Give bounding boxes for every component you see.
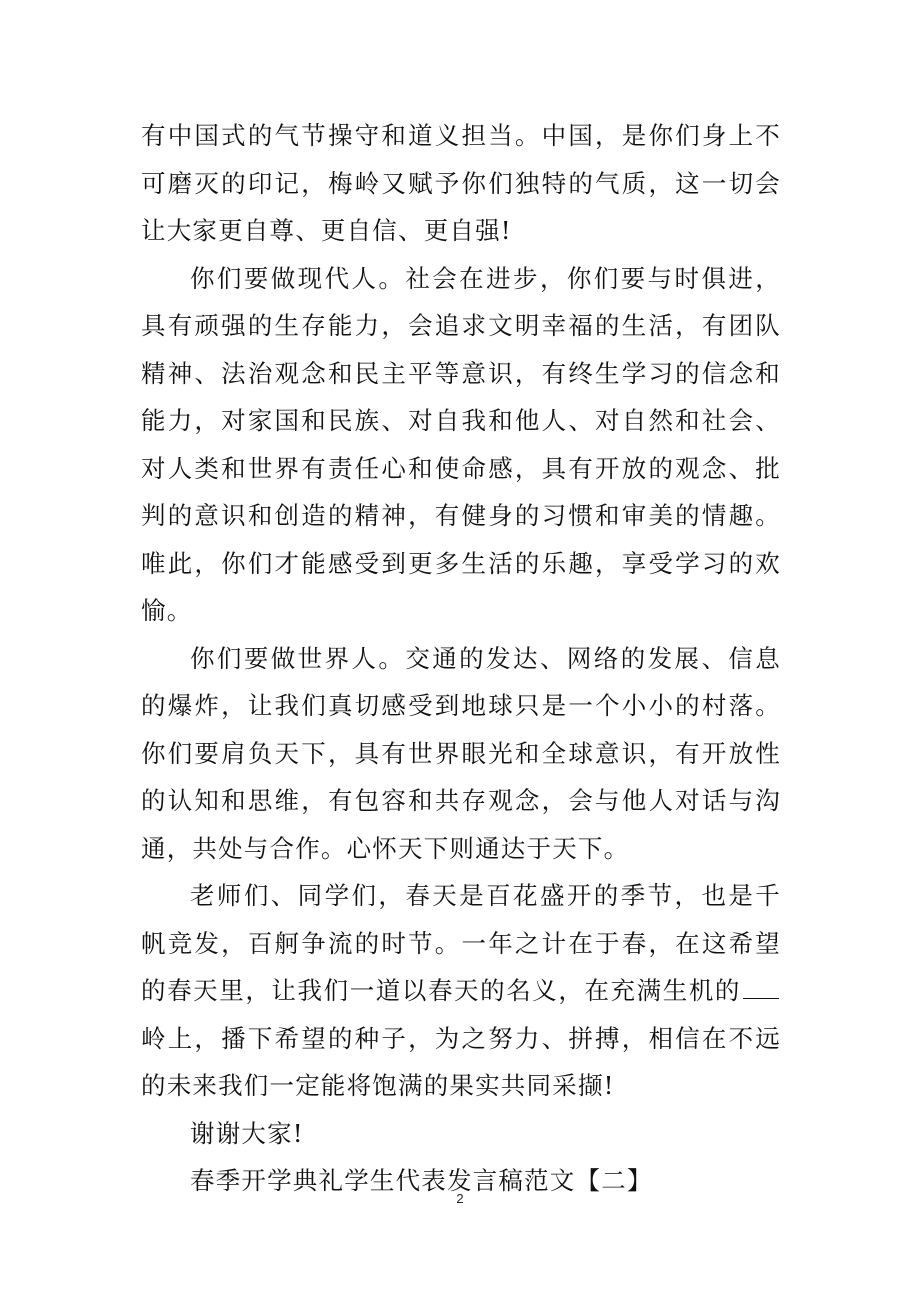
paragraph-spring-after: 岭上，播下希望的种子，为之努力、拼搏，相信在不远的未来我们一定能将饱满的果实共同采撷! <box>141 1023 781 1100</box>
fill-in-blank <box>743 978 779 999</box>
paragraph-1: 有中国式的气节操守和道义担当。中国，是你们身上不可磨灭的印记，梅岭又赋予你们独特的气质，这一切会让大家更自尊、更自信、更自强! <box>141 121 781 245</box>
document-body <box>141 112 781 1205</box>
section-title: 春季开学典礼学生代表发言稿范文【二】 <box>190 1166 653 1195</box>
paragraph-modern-person: 你们要做现代人。社会在进步，你们要与时俱进，具有顽强的生存能力，会追求文明幸福的生活，有团队精神、法治观念和民主平等意识，有终生学习的信念和能力，对家国和民族、对自我和他人、对自然和社会、对人类和世界有责任心和使命感，具有开放的观念、批判的意识和创造的精神，有健身的习惯和审美的情趣。唯此，你们才能感受到更多生活的乐趣，享受学习的欢愉。 <box>141 263 781 625</box>
thanks-line: 谢谢大家! <box>190 1118 304 1148</box>
page-number: 2 <box>456 1191 464 1206</box>
paragraph-spring-before: 老师们、同学们，春天是百花盛开的季节，也是千帆竞发，百舸争流的时节。一年之计在于春，在这希望的春天里，让我们一道以春天的名义，在充满生机的 <box>141 881 781 1005</box>
paragraph-spring <box>141 872 781 1110</box>
paragraph-world-person: 你们要做世界人。交通的发达、网络的发展、信息的爆炸，让我们真切感受到地球只是一个小小的村落。你们要肩负天下，具有世界眼光和全球意识，有开放性的认知和思维，有包容和共存观念，会与他人对话与沟通，共处与合作。心怀天下则通达于天下。 <box>141 643 781 863</box>
